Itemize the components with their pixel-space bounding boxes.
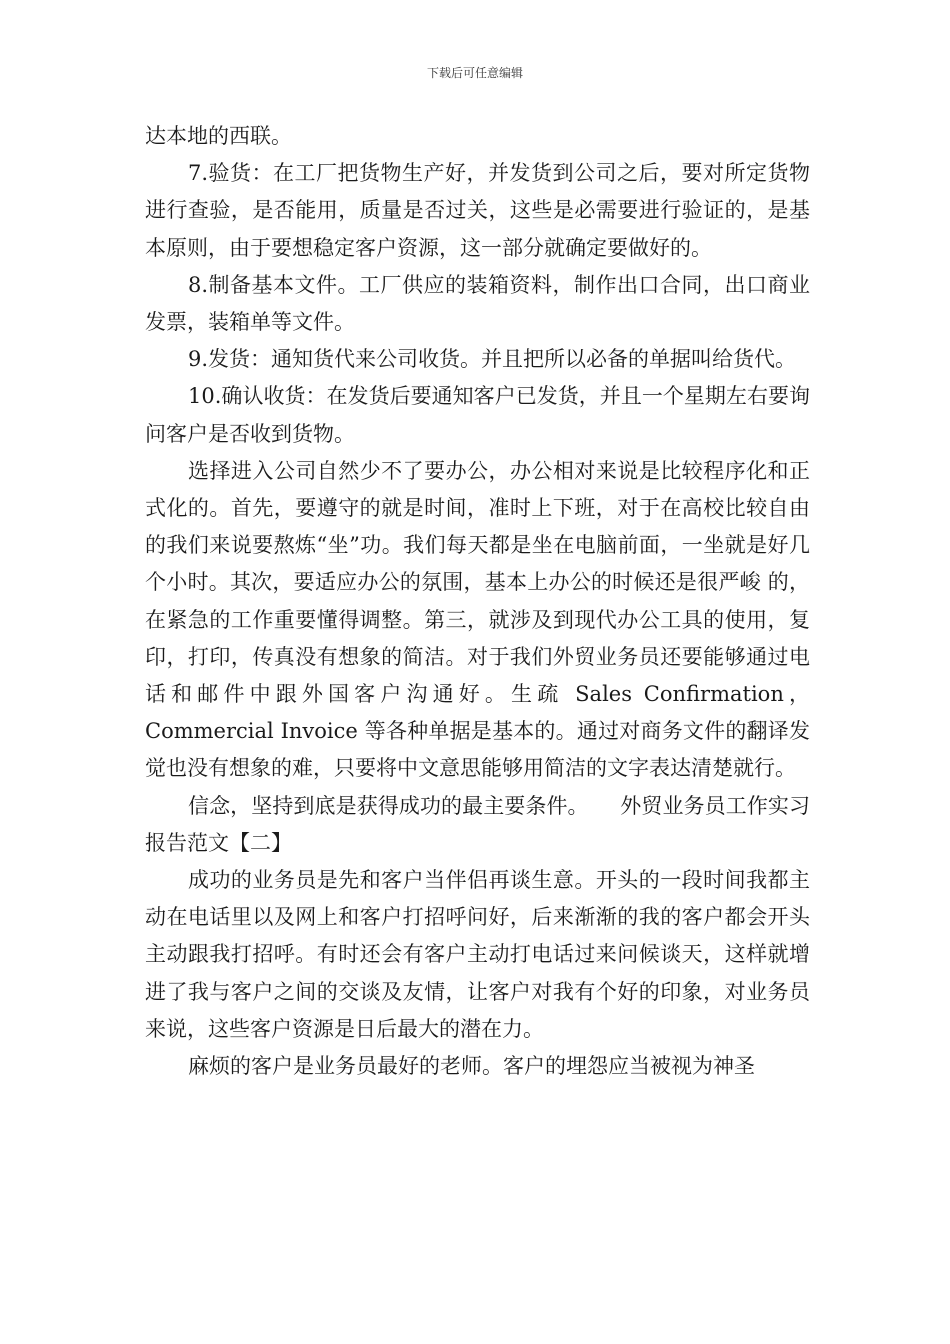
paragraph: 麻烦的客户是业务员最好的老师。客户的埋怨应当被视为神圣 [188,1054,755,1079]
paragraph: 8.制备基本文件。工厂供应的装箱资料，制作出口合同，出口商业发票，装箱单等文件。 [145,272,810,335]
paragraph: 9.发货：通知货代来公司收货。并且把所以必备的单据叫给货代。 [188,347,797,372]
page-header: 下载后可任意编辑 [426,66,523,80]
document-body [145,118,810,1085]
paragraph: 选择进入公司自然少不了要办公，办公相对来说是比较程序化和正式化的。首先，要遵守的就是时间，准时上下班，对于在高校比较自由的我们来说要熬炼“坐”功。我们每天都是坐在电脑前面，一坐就是好几个小时。其次，要适应办公的氛围，基本上办公的时候还是很严峻 的，在紧急的工作重要懂得调整。第三，就涉及到现代办公工具的使用，复印，打印，传真没有想象的简洁。对于我们外贸业务员还要能够通过电话和邮件中跟外国客户沟通好。生疏 Sales Confirmation，Commercial Invoice 等各种单据是基本的。通过对商务文件的翻译发觉也没有想象的难，只要将中文意思能够用简洁的文字表达清楚就行。 [145,458,810,781]
paragraph: 10.确认收货：在发货后要通知客户已发货，并且一个星期左右要询问客户是否收到货物。 [145,384,810,446]
paragraph: 成功的业务员是先和客户当伴侣再谈生意。开头的一段时间我都主动在电话里以及网上和客户打招呼问好，后来渐渐的我的客户都会开头主动跟我打招呼。有时还会有客户主动打电话过来问候谈天，这样就增进了我与客户之间的交谈及友情，让客户对我有个好的印象，对业务员来说，这些客户资源是日后最大的潜在力。 [145,868,810,1041]
paragraph: 信念，坚持到底是获得成功的最主要条件。 外贸业务员工作实习报告范文【二】 [145,793,810,855]
paragraph: 达本地的西联。 [145,124,292,148]
paragraph: 7.验货：在工厂把货物生产好，并发货到公司之后，要对所定货物进行查验，是否能用，质量是否过关，这些是必需要进行验证的，是基本原则，由于要想稳定客户资源，这一部分就确定要做好的。 [145,161,810,260]
